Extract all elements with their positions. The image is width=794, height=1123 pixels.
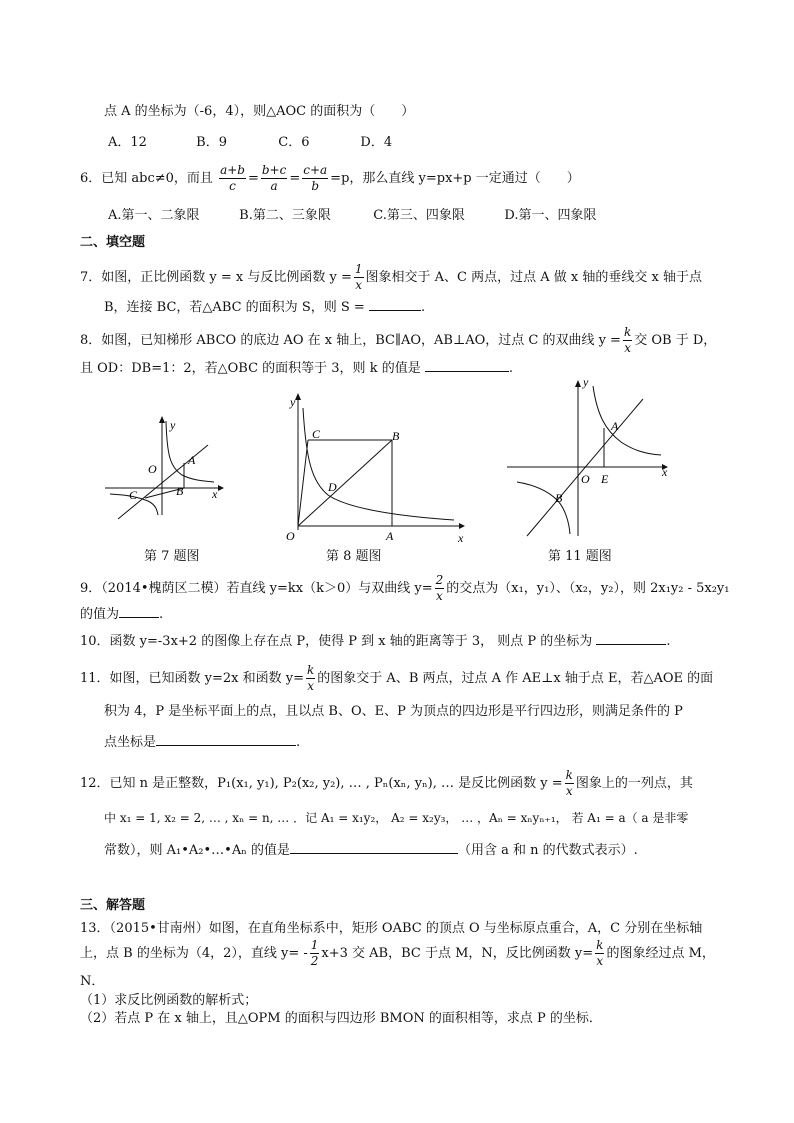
q10-stem: 10．函数 y=-3x+2 的图像上存在点 P，使得 P 到 x 轴的距离等于 3， 则点 P 的坐标为 . [80,634,671,649]
q8-stem [80,325,716,356]
q11-answer-blank[interactable] [156,733,296,746]
q6-frac-2: $\frac{b+c}{a}$ [261,163,287,193]
q5-option-a: A．12 [108,135,147,150]
q13-sub1: （1）求反比例函数的解析式； [80,993,258,1008]
q8-a: 8．如图，已知梯形 ABCO 的底边 AO 在 x 轴上，BC∥AO，AB⊥AO，过点 C 的双曲线 y = [80,333,621,348]
q6-frac-1: $\frac{a+b}{c}$ [220,163,245,193]
q13-frac-slope: $\frac{1}{2}$ [310,938,319,968]
fig8-segment-oc [298,440,308,526]
q9-a: 9．（2014•槐荫区二模）若直线 y=kx（k＞0）与双曲线 y= [80,581,433,596]
q5-option-c: C．6 [278,135,310,150]
section-solve-heading: 三、解答题 [80,898,146,913]
q7-line2: B，连接 BC，若△ABC 的面积为 S，则 S = . [104,300,426,315]
q6-option-d: D.第一、四象限 [504,208,597,223]
q7-frac: $\frac{1}{x}$ [354,262,363,292]
fig7-label-y: y [170,418,176,432]
fig8-label-o: O [286,529,295,543]
q10-a: 10．函数 y=-3x+2 的图像上存在点 P，使得 P 到 x 轴的距离等于 3， 则点 P 的坐标为 [80,634,593,649]
q12-line3 [104,841,638,860]
q10-answer-blank[interactable] [596,632,666,645]
q7-stem [80,262,702,293]
fig11-hyperbola-q1 [593,386,661,455]
q8-line2: 且 OD：DB=1：2，若△OBC 的面积等于 3，则 k 的值是 . [80,361,513,376]
q9-line2-text: 的值为 [80,607,120,622]
q9-b: 的交点为（x₁，y₁）、（x₂，y₂），则 2x₁y₂ - 5x₂y₁ [446,581,730,596]
fig11-label-b: B [555,491,563,505]
q6-option-b: B.第二、三象限 [239,208,331,223]
fig8-label-b: B [392,429,400,443]
q8-frac: $\frac{k}{x}$ [623,325,632,355]
fig8-y-arrow [295,393,301,400]
fig7-y-arrow [159,416,165,423]
fig8-hyperbola [303,408,454,520]
q13-b2: x+3 交 AB，BC 于点 M，N，反比例函数 y= [321,946,594,961]
q12-line3-a: 常数），则 A₁•A₂•…•Aₙ 的值是 [104,843,290,858]
q11-frac: $\frac{k}{x}$ [307,663,315,693]
q5-option-b: B．9 [196,135,227,150]
q13-sub2: （2）若点 P 在 x 轴上，且△OPM 的面积与四边形 BMON 的面积相等，求点 P 的坐标． [80,1011,602,1026]
q11-stem [80,663,713,694]
fig7-caption: 第 7 题图 [144,549,200,564]
q5-options [108,134,392,152]
q8-answer-blank[interactable] [425,359,509,372]
q13-frac-k: $\frac{k}{x}$ [596,938,604,968]
fig11-label-a: A [611,419,619,433]
fig11-y-arrow [575,380,581,387]
q11-line3: 点坐标是 . [104,735,301,750]
fig7-label-c: C [129,488,138,502]
fig11-label-x: x [662,465,668,479]
fig8-caption: 第 8 题图 [326,549,382,564]
q7-b: 图象相交于 A、C 两点，过点 A 做 x 轴的垂线交 x 轴于点 [365,270,702,285]
q5-stem: 点 A 的坐标为（-6，4），则△AOC 的面积为（ ） [104,104,415,119]
q11-b: 的图象交于 A、B 两点，过点 A 作 AE⊥x 轴于点 E，若△AOE 的面 [317,671,714,686]
q12-frac: $\frac{k}{x}$ [565,768,573,798]
q6-option-c: C.第三、四象限 [373,208,465,223]
fig8-label-y: y [290,395,296,409]
q12-line3-b: （用含 a 和 n 的代数式表示）. [457,843,638,858]
q9-stem [80,573,730,604]
fig11-label-y: y [583,375,589,389]
q9-answer-blank[interactable] [119,605,159,618]
q9-line2: 的值为 . [80,607,164,622]
q11-a: 11．如图，已知函数 y=2x 和函数 y= [80,671,305,686]
figure-8 [282,390,472,549]
q12-line2: 中 x₁ = 1, x₂ = 2, … , xₙ = n, … ．记 A₁ = x₁y₂， A₂ = x₂y₃， … ，Aₙ = xₙyₙ₊₁， 若 A₁ = a（ a 是非零 [104,811,689,825]
q5-option-d: D．4 [360,135,393,150]
q6-frac-3: $\frac{c+a}{b}$ [303,163,328,193]
q12-b: 图象上的一列点，其 [575,776,693,791]
q11-line3-text: 点坐标是 [104,735,157,750]
q13-line2 [80,938,715,969]
q13-b3: 的图象经过点 M， [606,946,715,961]
fig7-label-x: x [212,487,218,501]
q7-answer-blank[interactable] [369,298,421,311]
fig7-label-o: O [148,462,157,476]
q7-a: 7．如图，正比例函数 y = x 与反比例函数 y = [80,270,352,285]
q6-options [108,207,597,225]
q12-answer-blank[interactable] [290,841,458,854]
q6-option-a: A.第一、二象限 [108,208,200,223]
figure-11 [505,374,675,543]
q6-stem: 6．已知 abc≠0，而且 $\frac{a+b}{c}$ = $\frac{b+c}{a}$ = $\frac{c+a}{b}$ =p，那么直线 y=px+p 一定通过（ ） [80,163,580,193]
fig8-label-a: A [386,529,394,543]
section-fill-in-heading: 二、填空题 [80,235,146,250]
q13-line1: 13．（2015•甘南州）如图，在直角坐标系中，矩形 OABC 的顶点 O 与坐标原点重合，A，C 分别在坐标轴 [80,921,703,936]
fig8-label-d: D [328,480,337,494]
q6-post: =p，那么直线 y=px+p 一定通过（ ） [330,171,580,186]
q9-frac: $\frac{2}{x}$ [435,573,444,603]
figure-7 [100,415,225,524]
fig11-label-o: O [581,472,590,486]
fig8-x-arrow [459,523,465,529]
fig7-label-b: B [176,484,184,498]
fig11-label-e: E [601,472,609,486]
fig7-x-arrow [218,485,224,491]
q13-line3: N． [80,974,105,989]
q6-pre: 6．已知 abc≠0，而且 [80,171,213,186]
q8-b: 交 OB 于 D， [634,333,717,348]
fig8-diagonal-ob [298,440,392,526]
q8-line2-text: 且 OD：DB=1：2，若△OBC 的面积等于 3，则 k 的值是 [80,361,421,376]
q12-a: 12．已知 n 是正整数，P₁(x₁, y₁), P₂(x₂, y₂), … , Pₙ(xₙ, yₙ), … 是反比例函数 y = [80,776,563,791]
fig8-label-c: C [312,427,321,441]
q13-b1: 上，点 B 的坐标为（4，2），直线 y= - [80,946,308,961]
q11-line2: 积为 4，P 是坐标平面上的点，且以点 B、O、E、P 为顶点的四边形是平行四边形，则满足条件的 P [104,704,683,719]
fig7-label-a: A [188,453,196,467]
q7-line2-text: B，连接 BC，若△ABC 的面积为 S，则 S = [104,300,365,315]
fig11-hyperbola-q3 [517,482,570,534]
q12-stem [80,768,693,799]
fig8-label-x: x [458,531,464,545]
fig11-caption: 第 11 题图 [548,549,612,564]
